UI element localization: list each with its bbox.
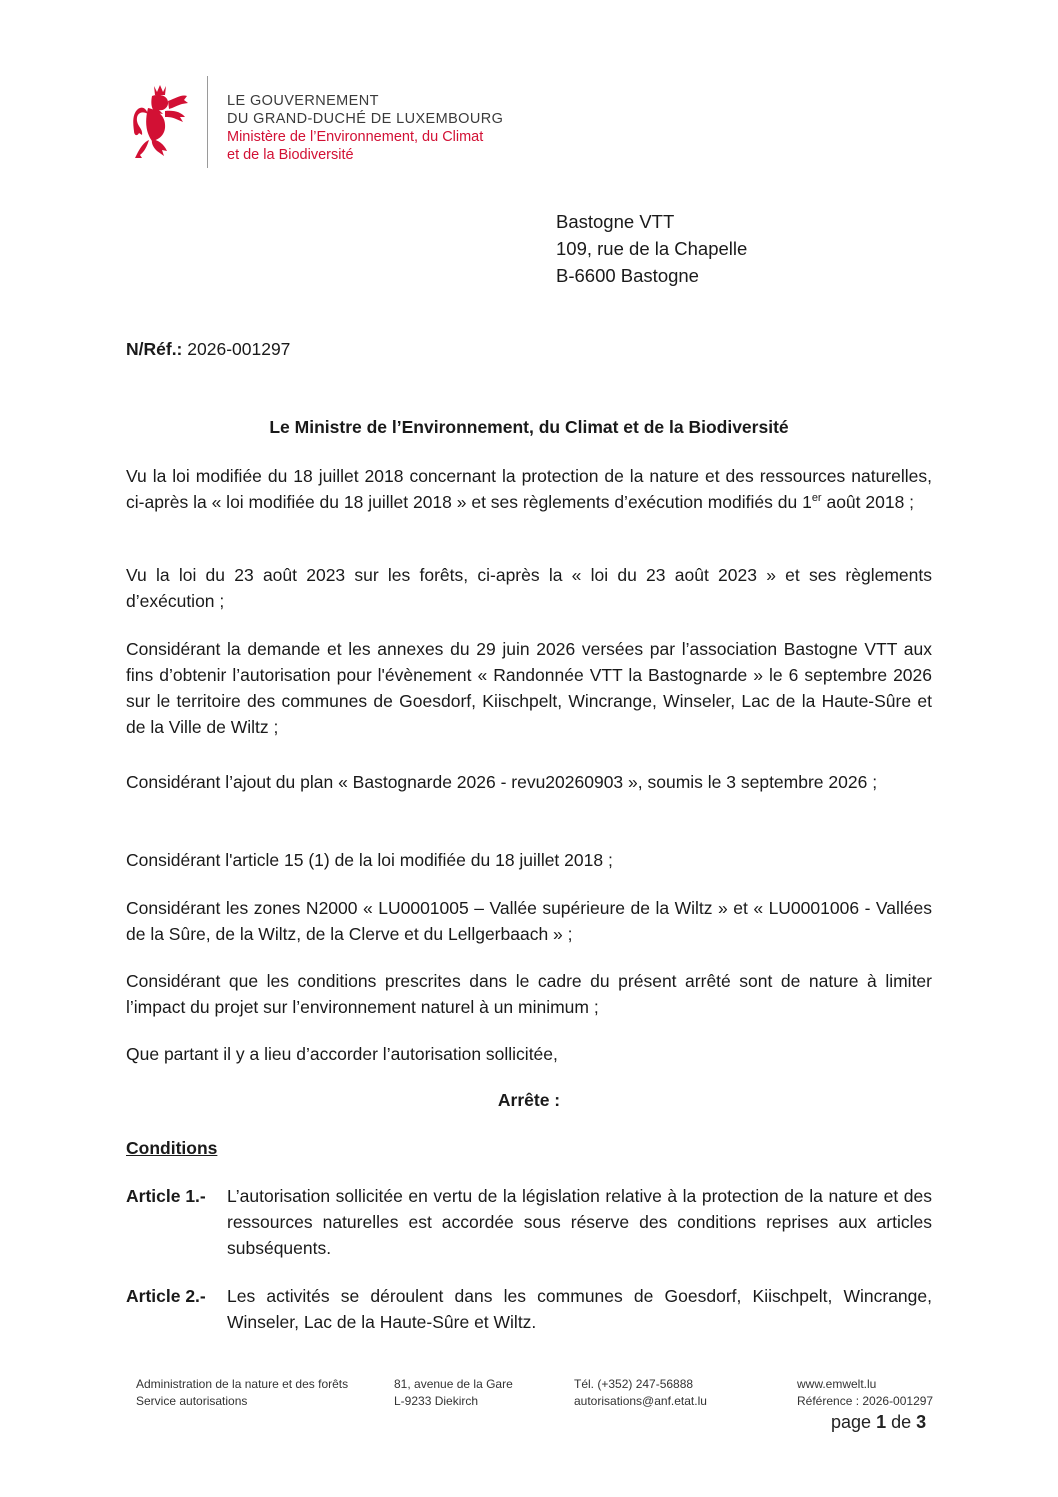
footer-col1-line2: Service autorisations: [136, 1394, 248, 1408]
footer-web: [797, 1376, 933, 1410]
paragraph-3-text: Considérant la demande et les annexes du 29 juin 2026 versées par l’association Bastogne VTT aux fins d’obtenir l’autorisation pour l'évènement « Randonnée VTT la Bastognarde » le 6 septembre 2026 sur le territoire des communes de Goesdorf, Kiischpelt, Wincrange, Winseler, Lac de la Haute-Sûre et de la Ville de Wiltz ;: [126, 639, 932, 737]
paragraph-7: [126, 968, 932, 1020]
paragraph-3: [126, 636, 932, 740]
footer-col2-line1: 81, avenue de la Gare: [394, 1377, 513, 1391]
paragraph-5-text: Considérant l'article 15 (1) de la loi modifiée du 18 juillet 2018 ;: [126, 850, 613, 870]
page-current: 1: [876, 1412, 887, 1432]
article-2-text: Les activités se déroulent dans les communes de Goesdorf, Kiischpelt, Wincrange, Winseler, Lac de la Haute-Sûre et Wiltz.: [227, 1286, 932, 1332]
footer-contact: [574, 1376, 707, 1410]
document-title: Le Ministre de l’Environnement, du Climat et de la Biodiversité: [269, 417, 789, 437]
article-2: [126, 1283, 932, 1335]
gov-line-2: DU GRAND-DUCHÉ DE LUXEMBOURG: [227, 111, 504, 127]
reference-value: 2026-001297: [187, 339, 291, 359]
conditions-heading: Conditions: [126, 1138, 218, 1158]
recipient-name: Bastogne VTT: [556, 211, 675, 232]
ministry-line-1: Ministère de l’Environnement, du Climat: [227, 129, 484, 145]
paragraph-6-text: Considérant les zones N2000 « LU0001005 – Vallée supérieure de la Wiltz » et « LU0001006 - Vallées de la Sûre, de la Wiltz, de la Clerve et du Lellgerbaach » ;: [126, 898, 932, 944]
paragraph-8: [126, 1041, 932, 1067]
footer-reference: Référence : 2026-001297: [797, 1394, 934, 1408]
reference-label: N/Réf.:: [126, 339, 183, 359]
footer-administration: [136, 1376, 348, 1410]
arrete-heading: Arrête :: [497, 1090, 561, 1110]
article-1: [126, 1183, 932, 1261]
page-of: de: [891, 1412, 912, 1432]
paragraph-1-end: août 2018 ;: [821, 492, 915, 512]
article-2-label: Article 2.-: [126, 1286, 206, 1306]
government-header: [227, 92, 503, 164]
red-lion-icon: [132, 84, 190, 160]
paragraph-4: [126, 769, 932, 795]
reference-line: [126, 339, 290, 360]
paragraph-2-text: Vu la loi du 23 août 2023 sur les forêts, ci-après la « loi du 23 août 2023 » et ses règlements d’exécution ;: [126, 565, 932, 611]
paragraph-8-text: Que partant il y a lieu d’accorder l’autorisation sollicitée,: [126, 1044, 558, 1064]
paragraph-4-text: Considérant l’ajout du plan « Bastognarde 2026 - revu20260903 », soumis le 3 septembre 2026 ;: [126, 772, 878, 792]
footer-col1-line1: Administration de la nature et des forêts: [136, 1377, 349, 1391]
paragraph-5: [126, 847, 932, 873]
article-1-text: L’autorisation sollicitée en vertu de la législation relative à la protection de la nature et des ressources naturelles est accordée sous réserve des conditions reprises aux articles subséquents.: [227, 1186, 932, 1258]
recipient-city: B-6600 Bastogne: [556, 265, 699, 286]
footer-email: autorisations@anf.etat.lu: [574, 1394, 707, 1408]
paragraph-6: [126, 895, 932, 947]
article-1-label: Article 1.-: [126, 1186, 206, 1206]
paragraph-1-superscript: er: [811, 492, 822, 505]
paragraph-1: [126, 463, 932, 515]
paragraph-7-text: Considérant que les conditions prescrites dans le cadre du présent arrêté sont de nature à limiter l’impact du projet sur l’environnement naturel à un minimum ;: [126, 971, 932, 1017]
ministry-line-2: et de la Biodiversité: [227, 147, 354, 163]
footer-col2-line2: L-9233 Diekirch: [394, 1394, 479, 1408]
gov-line-1: LE GOUVERNEMENT: [227, 93, 379, 109]
footer-website: www.emwelt.lu: [797, 1377, 877, 1391]
header-divider: [207, 76, 208, 168]
footer-phone: Tél. (+352) 247-56888: [574, 1377, 694, 1391]
recipient-address: [556, 208, 747, 289]
footer-address: [394, 1376, 513, 1410]
page-word: page: [831, 1412, 872, 1432]
page-number: [831, 1412, 926, 1433]
recipient-street: 109, rue de la Chapelle: [556, 238, 748, 259]
paragraph-2: [126, 562, 932, 614]
page-total: 3: [916, 1412, 927, 1432]
paragraph-1-text: Vu la loi modifiée du 18 juillet 2018 concernant la protection de la nature et des ressources naturelles, ci-après la « loi modifiée du 18 juillet 2018 » et ses règlements d’exécution modifiés du 1: [126, 466, 932, 512]
